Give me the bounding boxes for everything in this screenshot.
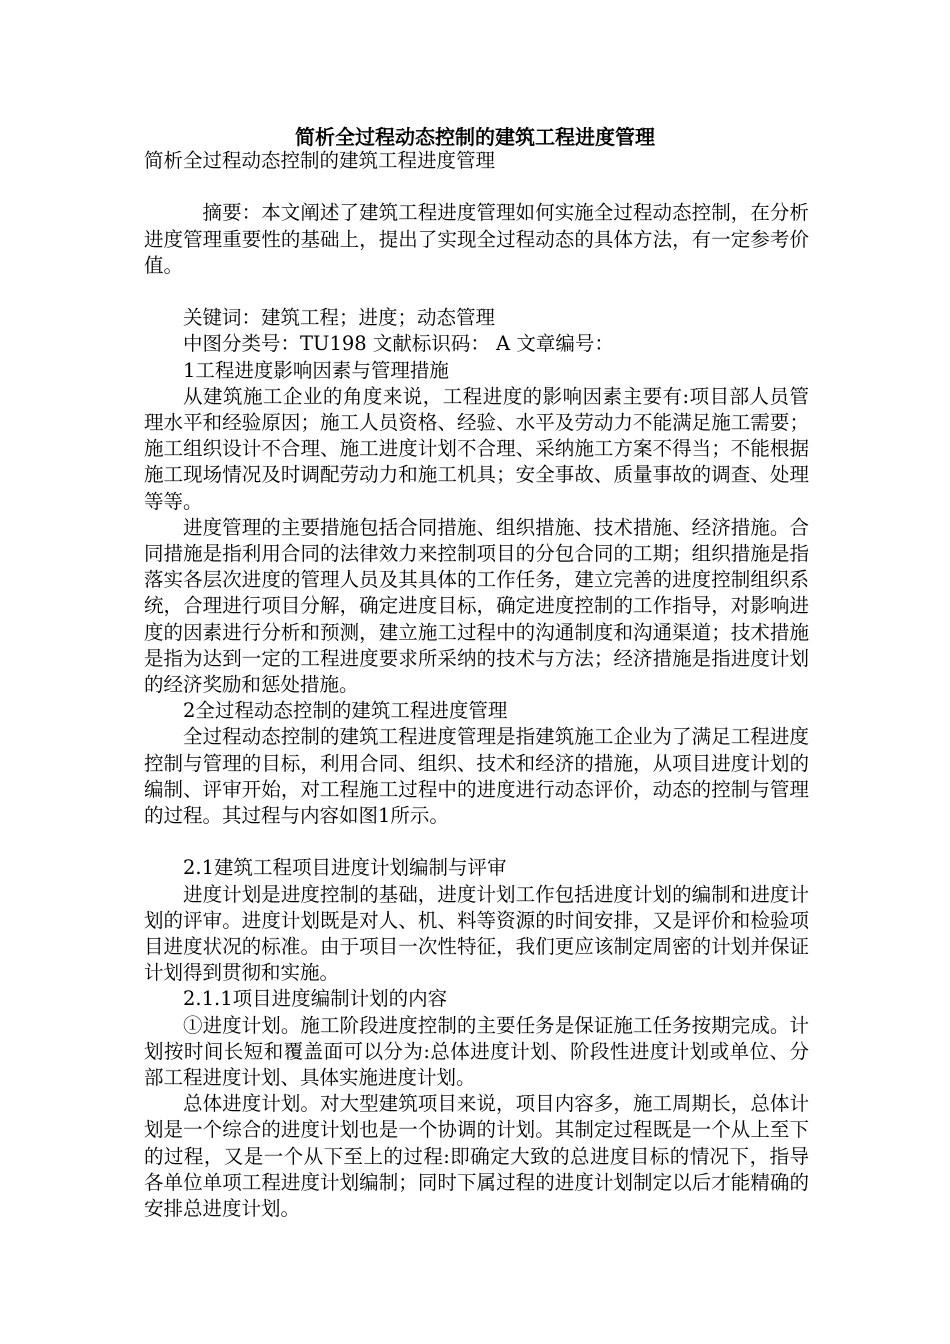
blank-line (144, 174, 809, 200)
section-2-heading: 2全过程动态控制的建筑工程进度管理 (183, 699, 508, 723)
section-1-paragraph-1: 从建筑施工企业的角度来说，工程进度的影响因素主要有:项目部人员管理水平和经验原因；施工人员资格、经验、水平及劳动力不能满足施工需要；施工组织设计不合理、施工进度计划不合理、采纳施工方案不得当；不能根据施工现场情况及时调配劳动力和施工机具；安全事故、质量事故的调查、处理等等。 (144, 384, 809, 513)
document-body (144, 148, 809, 1222)
keywords-line: 关键词：建筑工程；进度；动态管理 (183, 306, 496, 330)
section-2-1-1-heading: 2.1.1项目进度编制计划的内容 (183, 987, 448, 1011)
document-subtitle: 简析全过程动态控制的建筑工程进度管理 (144, 149, 496, 172)
section-1-paragraph-2: 进度管理的主要措施包括合同措施、组织措施、技术措施、经济措施。合同措施是指利用合同的法律效力来控制项目的分包合同的工期；组织措施是指落实各层次进度的管理人员及其具体的工作任务，建立完善的进度控制组织系统，合理进行项目分解，确定进度目标，确定进度控制的工作指导，对影响进度的因素进行分析和预测，建立施工过程中的沟通制度和沟通渠道；技术措施是指为达到一定的工程进度要求所采纳的技术与方法；经济措施是指进度计划的经济奖励和惩处措施。 (144, 515, 809, 697)
section-2-1-1-paragraph-2: 总体进度计划。对大型建筑项目来说，项目内容多，施工周期长，总体计划是一个综合的进度计划也是一个协调的计划。其制定过程既是一个从上至下的过程，又是一个从下至上的过程:即确定大致的总进度目标的情况下，指导各单位单项工程进度计划编制；同时下属过程的进度计划制定以后才能精确的安排总进度计划。 (144, 1092, 809, 1221)
classification-line: 中图分类号：TU198 文献标识码： A 文章编号： (183, 332, 614, 356)
document-title: 简析全过程动态控制的建筑工程进度管理 (295, 125, 655, 149)
blank-line (144, 829, 809, 855)
blank-line (144, 279, 809, 305)
section-2-1-heading: 2.1建筑工程项目进度计划编制与评审 (183, 856, 507, 880)
section-2-1-1-paragraph-1: ①进度计划。施工阶段进度控制的主要任务是保证施工任务按期完成。计划按时间长短和覆盖面可以分为:总体进度计划、阶段性进度计划或单位、分部工程进度计划、具体实施进度计划。 (144, 1013, 809, 1090)
abstract-paragraph: 摘要：本文阐述了建筑工程进度管理如何实施全过程动态控制，在分析进度管理重要性的基础上，提出了实现全过程动态的具体方法，有一定参考价值。 (144, 201, 809, 277)
section-2-paragraph-1: 全过程动态控制的建筑工程进度管理是指建筑施工企业为了满足工程进度控制与管理的目标，利用合同、组织、技术和经济的措施，从项目进度计划的编制、评审开始，对工程施工过程中的进度进行动态评价，动态的控制与管理的过程。其过程与内容如图1所示。 (144, 725, 809, 828)
section-2-1-paragraph-1: 进度计划是进度控制的基础，进度计划工作包括进度计划的编制和进度计划的评审。进度计划既是对人、机、料等资源的时间安排，又是评价和检验项目进度状况的标准。由于项目一次性特征，我们更应该制定周密的计划并保证计划得到贯彻和实施。 (144, 882, 809, 985)
section-1-heading: 1工程进度影响因素与管理措施 (183, 358, 449, 382)
